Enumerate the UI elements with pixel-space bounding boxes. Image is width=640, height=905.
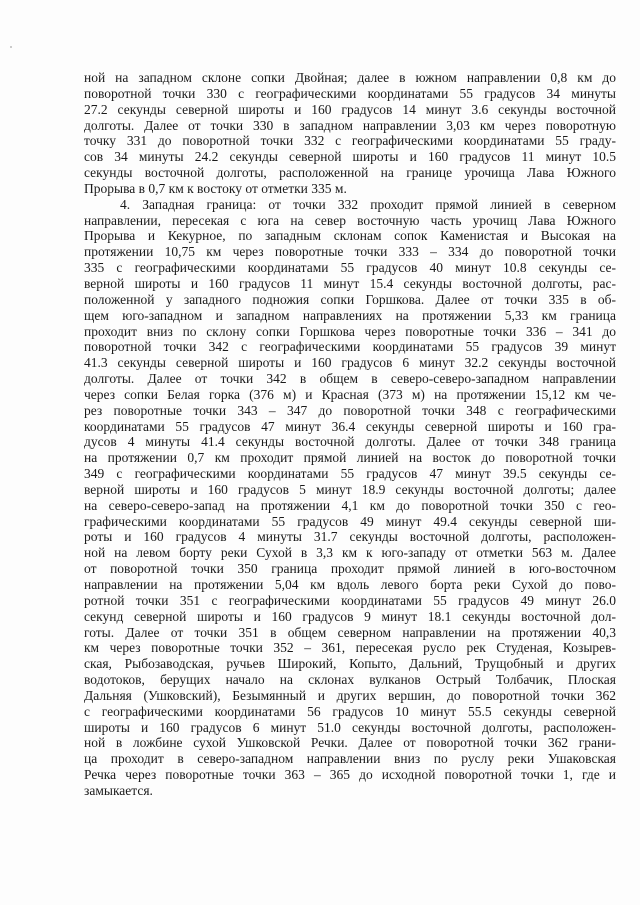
text-line: точку 331 до поворотной точки 332 с географическими координатами 55 граду- [84,133,616,149]
text-line: 349 с географическими координатами 55 градусов 47 минут 39.5 секунды се- [84,466,616,482]
text-line: направлении, пересекая с юга на север восточную часть урочищ Лава Южного [84,212,616,228]
text-line-last: замыкается. [84,782,153,798]
text-line: 27.2 секунды северной широты и 160 градусов 14 минут 3.6 секунды восточной [84,101,616,117]
text-line: роты и 160 градусов 4 минуты 31.7 секунды восточной долготы, расположен- [84,529,616,545]
text-line: 335 с географическими координатами 55 градусов 40 минут 10.8 секунды се- [84,260,616,276]
text-line: Речка через поворотные точки 363 – 365 до исходной поворотной точки 1, где и [84,767,616,783]
text-line: координатами 55 градусов 47 минут 36.4 секунды северной широты и 160 гра- [84,418,616,434]
text-line: ной в ложбине сухой Ушковской Речки. Далее от поворотной точки 362 грани- [84,735,616,751]
paragraph-1 [84,70,616,197]
text-line: секунд северной широты и 160 градусов 9 минут 18.1 секунды восточной дол- [84,608,616,624]
text-line: протяжении 10,75 км через поворотные точки 333 – 334 до поворотной точки [84,244,616,260]
text-line: долготы. Далее от точки 342 в общем в северо-северо-западном направлении [84,371,616,387]
text-line: верной широты и 160 градусов 5 минут 18.9 секунды восточной долготы; далее [84,481,616,497]
text-line: ной на левом борту реки Сухой в 3,3 км к юго-западу от отметки 563 м. Далее [84,545,616,561]
text-line: проходит вниз по склону сопки Горшкова через поворотные точки 336 – 341 до [84,323,616,339]
text-line: дусов 4 минуты 41.4 секунды восточной долготы. Далее от точки 348 граница [84,434,616,450]
paragraph-2-west-boundary [84,197,616,799]
text-line: ца проходит в северо-западном направлении вниз по руслу реки Ушаковская [84,751,616,767]
text-line: Прорыва и Кекурное, по западным склонам сопок Каменистая и Высокая на [84,228,616,244]
text-line: на протяжении 0,7 км проходит прямой линией на восток до поворотной точки [84,450,616,466]
text-line: водотоков, берущих начало на склонах вулканов Острый Толбачик, Плоская [84,672,616,688]
text-line: щем юго-западном и западном направлениях на протяжении 5,33 км граница [84,307,616,323]
text-line: широты и 160 градусов 6 минут 51.0 секунды восточной долготы, расположен- [84,719,616,735]
text-line: направлении на протяжении 5,04 км вдоль левого борта реки Сухой до пово- [84,577,616,592]
text-line: от поворотной точки 350 граница проходит прямой линией в юго-восточном [84,561,616,577]
text-line: поворотной точки 330 с географическими координатами 55 градусов 34 минуты [84,85,616,101]
document-body [84,70,616,799]
text-line-last: Прорыва в 0,7 км к востоку от отметки 335 м. [84,180,347,196]
text-line: поворотной точки 342 с географическими координатами 55 градусов 39 минут [84,339,616,355]
scan-speck [10,46,12,48]
text-line: ротной точки 351 с географическими координатами 55 градусов 49 минут 26.0 [84,592,616,608]
text-line: Дальняя (Ушковский), Безымянный и других вершин, до поворотной точки 362 [84,687,616,703]
text-line: 41.3 секунды северной широты и 160 градусов 6 минут 32.2 секунды восточной [84,355,616,371]
text-line-first: 4. Западная граница: от точки 332 проходит прямой линией в северном [120,196,616,212]
text-line: рез поворотные точки 343 – 347 до поворотной точки 348 с географическими [84,402,616,418]
text-line: на северо-северо-запад на протяжении 4,1 км до поворотной точки 350 с гео- [84,497,616,513]
text-line: готы. Далее от точки 351 в общем северном направлении на протяжении 40,3 [84,624,616,640]
text-line: секунды восточной долготы, расположенной на границе урочища Лава Южного [84,165,616,181]
text-line: графическими координатами 55 градусов 49 минут 49.4 секунды северной ши- [84,513,616,529]
text-line: верной широты и 160 градусов 11 минут 15.4 секунды восточной долготы, рас- [84,275,616,291]
text-line: ной на западном склоне сопки Двойная; далее в южном направлении 0,8 км до [84,70,616,85]
text-line: положенной у западного подножия сопки Горшкова. Далее от точки 335 в об- [84,291,616,307]
text-line: ская, Рыбозаводская, ручьев Широкий, Копыто, Дальний, Трущобный и других [84,656,616,672]
text-line: через сопки Белая горка (376 м) и Красная (373 м) на протяжении 15,12 км че- [84,386,616,402]
text-line: км через поворотные точки 352 – 361, пересекая русло рек Студеная, Козырев- [84,640,616,656]
text-line: сов 34 минуты 24.2 секунды северной широты и 160 градусов 11 минут 10.5 [84,149,616,165]
text-line: с географическими координатами 56 градусов 10 минут 55.5 секунды северной [84,703,616,719]
text-line: долготы. Далее от точки 330 в западном направлении 3,03 км через поворотную [84,117,616,133]
